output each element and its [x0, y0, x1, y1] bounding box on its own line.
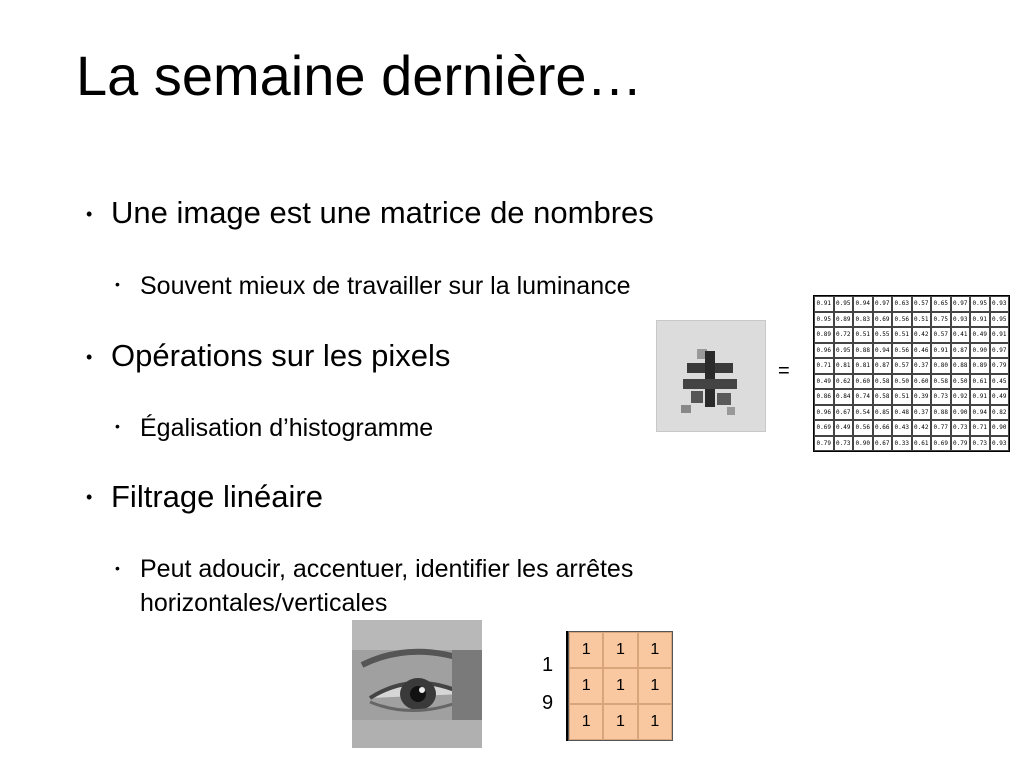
equals-sign: = — [778, 360, 790, 382]
matrix-cell: 0.57 — [892, 358, 912, 374]
matrix-cell: 0.57 — [912, 296, 932, 312]
kernel-cell: 1 — [603, 632, 637, 668]
character-thumbnail-image — [656, 320, 766, 432]
matrix-cell: 0.46 — [912, 343, 932, 359]
matrix-cell: 0.94 — [873, 343, 893, 359]
fraction-numerator: 1 — [542, 654, 554, 676]
matrix-cell: 0.61 — [912, 436, 932, 452]
kernel-cell: 1 — [569, 668, 603, 704]
matrix-cell: 0.79 — [951, 436, 971, 452]
matrix-cell: 0.74 — [853, 389, 873, 405]
matrix-cell: 0.49 — [990, 389, 1010, 405]
kernel-cell: 1 — [638, 704, 672, 740]
matrix-cell: 0.95 — [834, 296, 854, 312]
matrix-cell: 0.49 — [970, 327, 990, 343]
matrix-cell: 0.69 — [931, 436, 951, 452]
matrix-cell: 0.43 — [892, 420, 912, 436]
sub-bullet-marker: • — [115, 276, 120, 292]
matrix-cell: 0.91 — [931, 343, 951, 359]
matrix-cell: 0.39 — [912, 389, 932, 405]
matrix-cell: 0.79 — [990, 358, 1010, 374]
matrix-cell: 0.67 — [834, 405, 854, 421]
matrix-cell: 0.54 — [853, 405, 873, 421]
matrix-cell: 0.95 — [990, 312, 1010, 328]
matrix-cell: 0.63 — [892, 296, 912, 312]
matrix-cell: 0.42 — [912, 327, 932, 343]
matrix-cell: 0.87 — [951, 343, 971, 359]
matrix-cell: 0.91 — [814, 296, 834, 312]
matrix-cell: 0.89 — [834, 312, 854, 328]
matrix-cell: 0.62 — [834, 374, 854, 390]
matrix-cell: 0.80 — [931, 358, 951, 374]
matrix-cell: 0.95 — [970, 296, 990, 312]
matrix-cell: 0.86 — [814, 389, 834, 405]
matrix-cell: 0.96 — [814, 343, 834, 359]
matrix-cell: 0.90 — [970, 343, 990, 359]
matrix-cell: 0.67 — [873, 436, 893, 452]
matrix-cell: 0.79 — [814, 436, 834, 452]
pixel-value-matrix — [813, 295, 1010, 452]
sub-bullet-luminance: Souvent mieux de travailler sur la luminance — [140, 272, 631, 300]
matrix-cell: 0.65 — [931, 296, 951, 312]
matrix-cell: 0.88 — [951, 358, 971, 374]
matrix-cell: 0.95 — [834, 343, 854, 359]
matrix-cell: 0.73 — [970, 436, 990, 452]
bullet-marker: • — [86, 204, 93, 224]
matrix-cell: 0.66 — [873, 420, 893, 436]
bullet-marker: • — [86, 347, 93, 367]
matrix-cell: 0.97 — [990, 343, 1010, 359]
matrix-cell: 0.49 — [814, 374, 834, 390]
bullet-image-matrix: Une image est une matrice de nombres — [111, 195, 654, 230]
matrix-cell: 0.58 — [873, 374, 893, 390]
matrix-cell: 0.37 — [912, 358, 932, 374]
matrix-cell: 0.51 — [912, 312, 932, 328]
matrix-cell: 0.77 — [931, 420, 951, 436]
sub-bullet-marker: • — [115, 418, 120, 434]
matrix-cell: 0.83 — [853, 312, 873, 328]
sub-bullet-histogram: Égalisation d’histogramme — [140, 414, 434, 442]
matrix-cell: 0.87 — [873, 358, 893, 374]
matrix-cell: 0.94 — [970, 405, 990, 421]
matrix-cell: 0.49 — [834, 420, 854, 436]
matrix-cell: 0.50 — [892, 374, 912, 390]
eye-image — [352, 620, 482, 748]
matrix-cell: 0.73 — [931, 389, 951, 405]
matrix-cell: 0.58 — [873, 389, 893, 405]
matrix-cell: 0.96 — [814, 405, 834, 421]
matrix-cell: 0.56 — [853, 420, 873, 436]
matrix-cell: 0.85 — [873, 405, 893, 421]
matrix-cell: 0.91 — [990, 327, 1010, 343]
slide-title: La semaine dernière… — [76, 44, 643, 107]
matrix-cell: 0.97 — [873, 296, 893, 312]
matrix-cell: 0.48 — [892, 405, 912, 421]
matrix-cell: 0.89 — [970, 358, 990, 374]
matrix-cell: 0.69 — [814, 420, 834, 436]
matrix-cell: 0.58 — [931, 374, 951, 390]
matrix-cell: 0.90 — [990, 420, 1010, 436]
bullet-marker: • — [86, 487, 93, 507]
kernel-cell: 1 — [638, 668, 672, 704]
sub-bullet-marker: • — [115, 560, 120, 576]
matrix-cell: 0.81 — [834, 358, 854, 374]
fraction-denominator: 9 — [542, 692, 554, 714]
matrix-cell: 0.93 — [990, 296, 1010, 312]
matrix-cell: 0.73 — [951, 420, 971, 436]
matrix-cell: 0.89 — [814, 327, 834, 343]
matrix-cell: 0.92 — [951, 389, 971, 405]
bullet-linear-filter: Filtrage linéaire — [111, 479, 323, 514]
filter-kernel — [568, 631, 673, 741]
matrix-cell: 0.69 — [873, 312, 893, 328]
matrix-cell: 0.75 — [931, 312, 951, 328]
matrix-cell: 0.45 — [990, 374, 1010, 390]
matrix-cell: 0.71 — [814, 358, 834, 374]
bullet-pixel-ops: Opérations sur les pixels — [111, 338, 451, 373]
matrix-cell: 0.95 — [814, 312, 834, 328]
matrix-cell: 0.84 — [834, 389, 854, 405]
matrix-cell: 0.88 — [853, 343, 873, 359]
matrix-cell: 0.51 — [853, 327, 873, 343]
matrix-cell: 0.71 — [970, 420, 990, 436]
matrix-cell: 0.57 — [931, 327, 951, 343]
matrix-cell: 0.50 — [951, 374, 971, 390]
matrix-cell: 0.91 — [970, 312, 990, 328]
sub-bullet-filter-uses: Peut adoucir, accentuer, identifier les arrêtes horizontales/verticales — [140, 555, 634, 617]
kernel-cell: 1 — [638, 632, 672, 668]
matrix-cell: 0.56 — [892, 343, 912, 359]
matrix-cell: 0.41 — [951, 327, 971, 343]
matrix-cell: 0.61 — [970, 374, 990, 390]
matrix-cell: 0.93 — [951, 312, 971, 328]
matrix-cell: 0.94 — [853, 296, 873, 312]
matrix-cell: 0.60 — [912, 374, 932, 390]
kernel-cell: 1 — [603, 704, 637, 740]
matrix-cell: 0.72 — [834, 327, 854, 343]
matrix-cell: 0.88 — [931, 405, 951, 421]
matrix-cell: 0.97 — [951, 296, 971, 312]
matrix-cell: 0.56 — [892, 312, 912, 328]
matrix-cell: 0.55 — [873, 327, 893, 343]
matrix-cell: 0.82 — [990, 405, 1010, 421]
matrix-cell: 0.93 — [990, 436, 1010, 452]
matrix-cell: 0.91 — [970, 389, 990, 405]
kernel-cell: 1 — [569, 632, 603, 668]
kernel-cell: 1 — [569, 704, 603, 740]
matrix-cell: 0.51 — [892, 389, 912, 405]
matrix-cell: 0.90 — [951, 405, 971, 421]
kernel-cell: 1 — [603, 668, 637, 704]
matrix-cell: 0.51 — [892, 327, 912, 343]
matrix-cell: 0.42 — [912, 420, 932, 436]
matrix-cell: 0.33 — [892, 436, 912, 452]
matrix-cell: 0.60 — [853, 374, 873, 390]
matrix-cell: 0.81 — [853, 358, 873, 374]
matrix-cell: 0.37 — [912, 405, 932, 421]
matrix-cell: 0.73 — [834, 436, 854, 452]
matrix-cell: 0.90 — [853, 436, 873, 452]
